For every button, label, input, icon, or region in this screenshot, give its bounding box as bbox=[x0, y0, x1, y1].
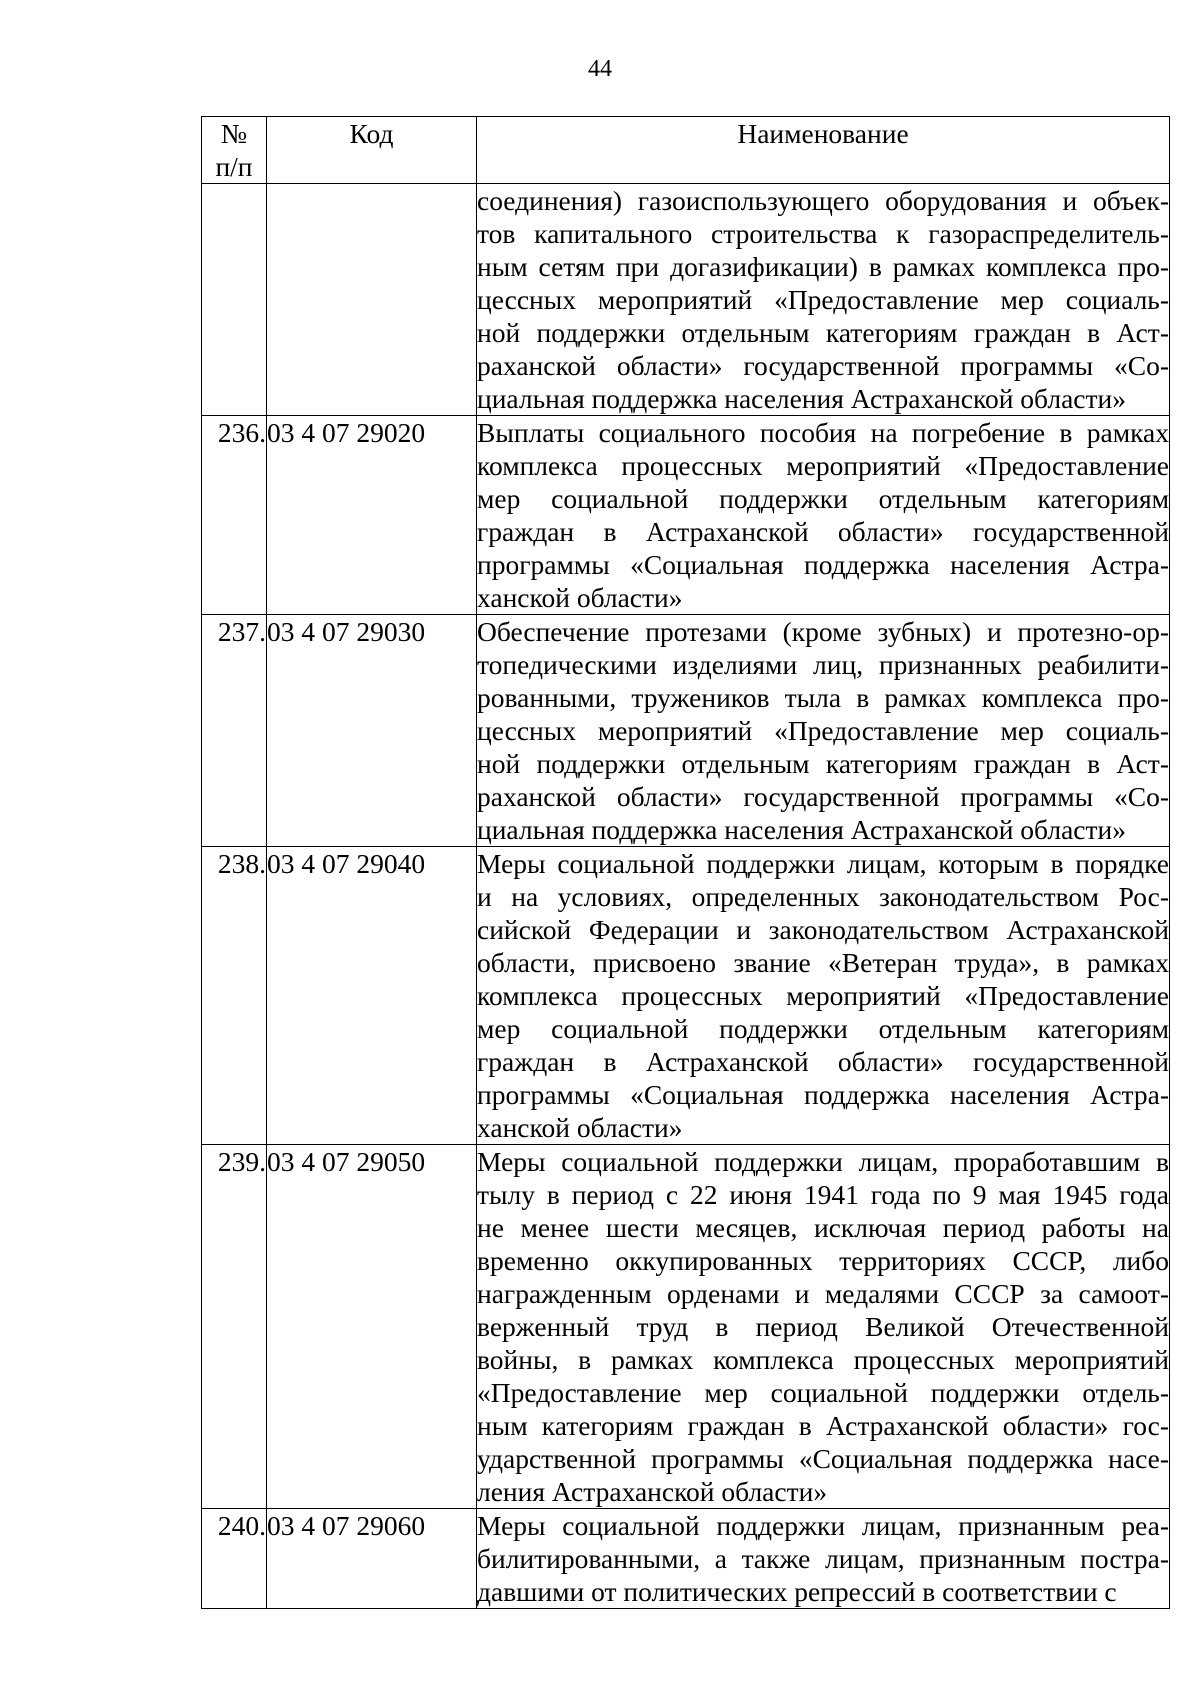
row-code: 03 4 07 29040 bbox=[267, 847, 477, 1145]
row-name-line: циальная поддержка населения Астраханской области» bbox=[477, 383, 1126, 414]
row-name-line: тов капитального строительства к газораспределитель- bbox=[477, 218, 1169, 249]
table-body bbox=[202, 184, 1170, 1609]
row-number: 237. bbox=[202, 615, 267, 847]
row-name bbox=[477, 184, 1170, 416]
row-name-line: билитированными, а также лицам, признанным постра- bbox=[477, 1543, 1169, 1574]
row-number: 239. bbox=[202, 1145, 267, 1509]
row-name-line: временно оккупированных территориях СССР, либо bbox=[477, 1245, 1169, 1276]
row-name bbox=[477, 615, 1170, 847]
header-number-sign: № bbox=[220, 118, 248, 149]
row-name-line: цессных мероприятий «Предоставление мер социаль- bbox=[477, 715, 1169, 746]
row-code: 03 4 07 29020 bbox=[267, 416, 477, 615]
table-header-row bbox=[202, 117, 1170, 184]
row-name-line: граждан в Астраханской области» государственной bbox=[477, 1046, 1169, 1077]
row-name-line: раханской области» государственной программы «Со- bbox=[477, 781, 1169, 812]
row-name-line: не менее шести месяцев, исключая период работы на bbox=[477, 1212, 1169, 1243]
row-name-line: ной поддержки отдельным категориям граждан в Аст- bbox=[477, 748, 1169, 779]
header-name: Наименование bbox=[477, 117, 1170, 184]
row-name-line: Меры социальной поддержки лицам, признанным реа- bbox=[477, 1510, 1169, 1541]
row-name-line: ным категориям граждан в Астраханской области» гос- bbox=[477, 1410, 1169, 1441]
page-number: 44 bbox=[588, 56, 612, 82]
row-code: 03 4 07 29060 bbox=[267, 1509, 477, 1609]
row-name-line: награжденным орденами и медалями СССР за самоот- bbox=[477, 1278, 1169, 1309]
row-name-line: раханской области» государственной программы «Со- bbox=[477, 350, 1169, 381]
row-name-line: сийской Федерации и законодательством Астраханской bbox=[477, 914, 1169, 945]
row-name-line: ханской области» bbox=[477, 582, 683, 613]
row-name-line: мер социальной поддержки отдельным категориям bbox=[477, 483, 1169, 514]
row-name-line: Обеспечение протезами (кроме зубных) и протезно-ор- bbox=[477, 616, 1169, 647]
row-name bbox=[477, 1145, 1170, 1509]
row-number: 240. bbox=[202, 1509, 267, 1609]
row-name-line: ления Астраханской области» bbox=[477, 1476, 828, 1507]
row-name bbox=[477, 847, 1170, 1145]
table-row bbox=[202, 1509, 1170, 1609]
row-name bbox=[477, 1509, 1170, 1609]
row-name-line: тылу в период с 22 июня 1941 года по 9 мая 1945 года bbox=[477, 1179, 1169, 1210]
row-code: 03 4 07 29050 bbox=[267, 1145, 477, 1509]
row-name-line: ной поддержки отдельным категориям граждан в Аст- bbox=[477, 317, 1169, 348]
row-name-line: программы «Социальная поддержка населения Астра- bbox=[477, 549, 1169, 580]
row-name-line: соединения) газоиспользующего оборудования и объек- bbox=[477, 185, 1169, 216]
row-code: 03 4 07 29030 bbox=[267, 615, 477, 847]
row-name-line: верженный труд в период Великой Отечественной bbox=[477, 1311, 1169, 1342]
row-name-line: Выплаты социального пособия на погребение в рамках bbox=[477, 417, 1169, 448]
row-name-line: ханской области» bbox=[477, 1112, 683, 1143]
header-code: Код bbox=[267, 117, 477, 184]
row-name-line: мер социальной поддержки отдельным категориям bbox=[477, 1013, 1169, 1044]
row-number: 238. bbox=[202, 847, 267, 1145]
row-name-line: ударственной программы «Социальная поддержка насе- bbox=[477, 1443, 1169, 1474]
row-name-line: Меры социальной поддержки лицам, которым в порядке bbox=[477, 848, 1169, 879]
row-name-line: комплекса процессных мероприятий «Предоставление bbox=[477, 450, 1169, 481]
row-name-line: войны, в рамках комплекса процессных мероприятий bbox=[477, 1344, 1169, 1375]
row-name-line: циальная поддержка населения Астраханской области» bbox=[477, 814, 1126, 845]
row-number bbox=[202, 184, 267, 416]
row-name-line: давшими от политических репрессий в соответствии с bbox=[477, 1576, 1117, 1607]
table-row bbox=[202, 184, 1170, 416]
row-name-line: Меры социальной поддержки лицам, проработавшим в bbox=[477, 1146, 1169, 1177]
header-number-abbr: п/п bbox=[215, 151, 253, 182]
row-number: 236. bbox=[202, 416, 267, 615]
row-name-line: топедическими изделиями лиц, признанных реабилити- bbox=[477, 649, 1169, 680]
row-name-line: рованными, тружеников тыла в рамках комплекса про- bbox=[477, 682, 1169, 713]
row-name-line: области, присвоено звание «Ветеран труда», в рамках bbox=[477, 947, 1169, 978]
row-name bbox=[477, 416, 1170, 615]
row-name-line: «Предоставление мер социальной поддержки отдель- bbox=[477, 1377, 1169, 1408]
table-row bbox=[202, 847, 1170, 1145]
table-row bbox=[202, 615, 1170, 847]
row-name-line: цессных мероприятий «Предоставление мер социаль- bbox=[477, 284, 1169, 315]
row-code bbox=[267, 184, 477, 416]
row-name-line: комплекса процессных мероприятий «Предоставление bbox=[477, 980, 1169, 1011]
budget-codes-table bbox=[201, 116, 1170, 1609]
table-row bbox=[202, 416, 1170, 615]
table-row bbox=[202, 1145, 1170, 1509]
row-name-line: ным сетям при догазификации) в рамках комплекса про- bbox=[477, 251, 1169, 282]
row-name-line: и на условиях, определенных законодательством Рос- bbox=[477, 881, 1169, 912]
row-name-line: программы «Социальная поддержка населения Астра- bbox=[477, 1079, 1169, 1110]
header-number bbox=[202, 117, 267, 184]
row-name-line: граждан в Астраханской области» государственной bbox=[477, 516, 1169, 547]
